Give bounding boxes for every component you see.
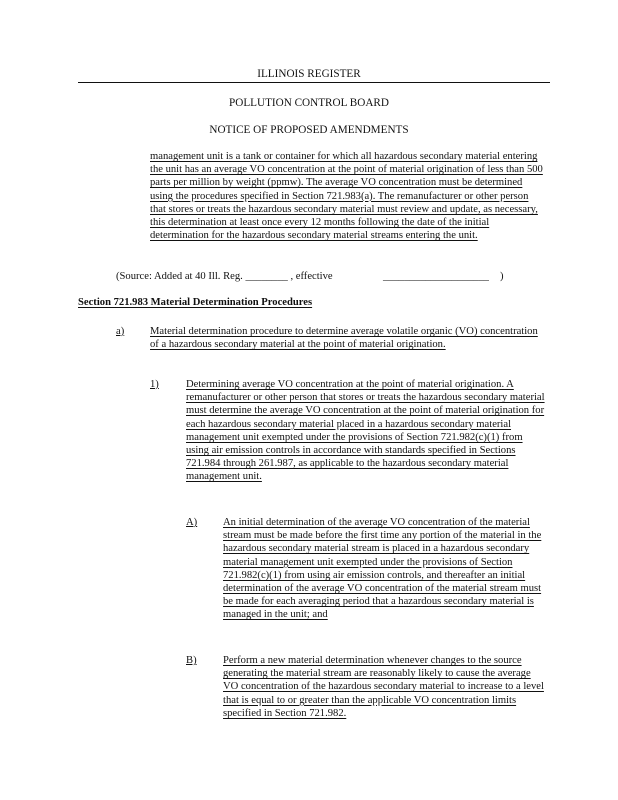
item-a-text: Material determination procedure to determine average volatile organic (VO) concentration of a hazardous secondary material at the point of material origination. <box>150 326 538 351</box>
item-1-text: Determining average VO concentration at the point of material origination. A remanufacturer or other person that stores or treats the hazardous secondary material must determine the average VO concentration at the point of material origination for each hazardous secondary material placed in a hazardous secondary material management unit exempted under the provisions of Section 721.982(c)(1) from using air emission controls in accordance with standards specified in Sections 721.984 through 261.987, as applicable to the hazardous secondary material management unit. <box>186 379 545 483</box>
source-note-prefix: (Source: Added at 40 Ill. Reg. ________ , effective <box>116 271 333 282</box>
item-A-label: A) <box>186 517 198 528</box>
item-a-label: a) <box>116 326 125 337</box>
source-note-suffix: ) <box>500 271 504 282</box>
notice-title: NOTICE OF PROPOSED AMENDMENTS <box>209 124 409 136</box>
item-1-label: 1) <box>150 379 159 390</box>
register-title: ILLINOIS REGISTER <box>257 68 361 80</box>
source-note-blank: ____________________ <box>383 271 489 282</box>
item-B-text: Perform a new material determination whenever changes to the source generating the material stream are reasonably likely to cause the average VO concentration of the hazardous secondary material to increase to a level that is equal to or greater than the applicable VO concentration limits specified in Section 721.982. <box>223 655 544 719</box>
item-A-text: An initial determination of the average VO concentration of the material stream must be made before the first time any portion of the material in the hazardous secondary material stream is placed in a hazardous secondary material management unit exempted under the provisions of Section 721.982(c)(1) from using air emission controls, and thereafter an initial determination of the average VO concentration of the material stream must be made for each averaging period that a hazardous secondary material is managed in the unit; and <box>223 517 542 621</box>
intro-paragraph: management unit is a tank or container for which all hazardous secondary material entering the unit has an average VO concentration at the point of material origination of less than 500 parts per million by weight (ppmw). The average VO concentration must be determined using the procedures specified in Section 721.983(a). The remanufacturer or other person that stores or treats the hazardous secondary material must review and update, as necessary, this determination at least once every 12 months following the date of the initial determination for the hazardous secondary material streams entering the unit. <box>150 151 543 242</box>
board-title: POLLUTION CONTROL BOARD <box>229 97 389 109</box>
header-rule <box>78 82 550 83</box>
item-B-label: B) <box>186 655 197 666</box>
source-note <box>116 270 556 283</box>
section-heading: Section 721.983 Material Determination Procedures <box>78 297 313 308</box>
